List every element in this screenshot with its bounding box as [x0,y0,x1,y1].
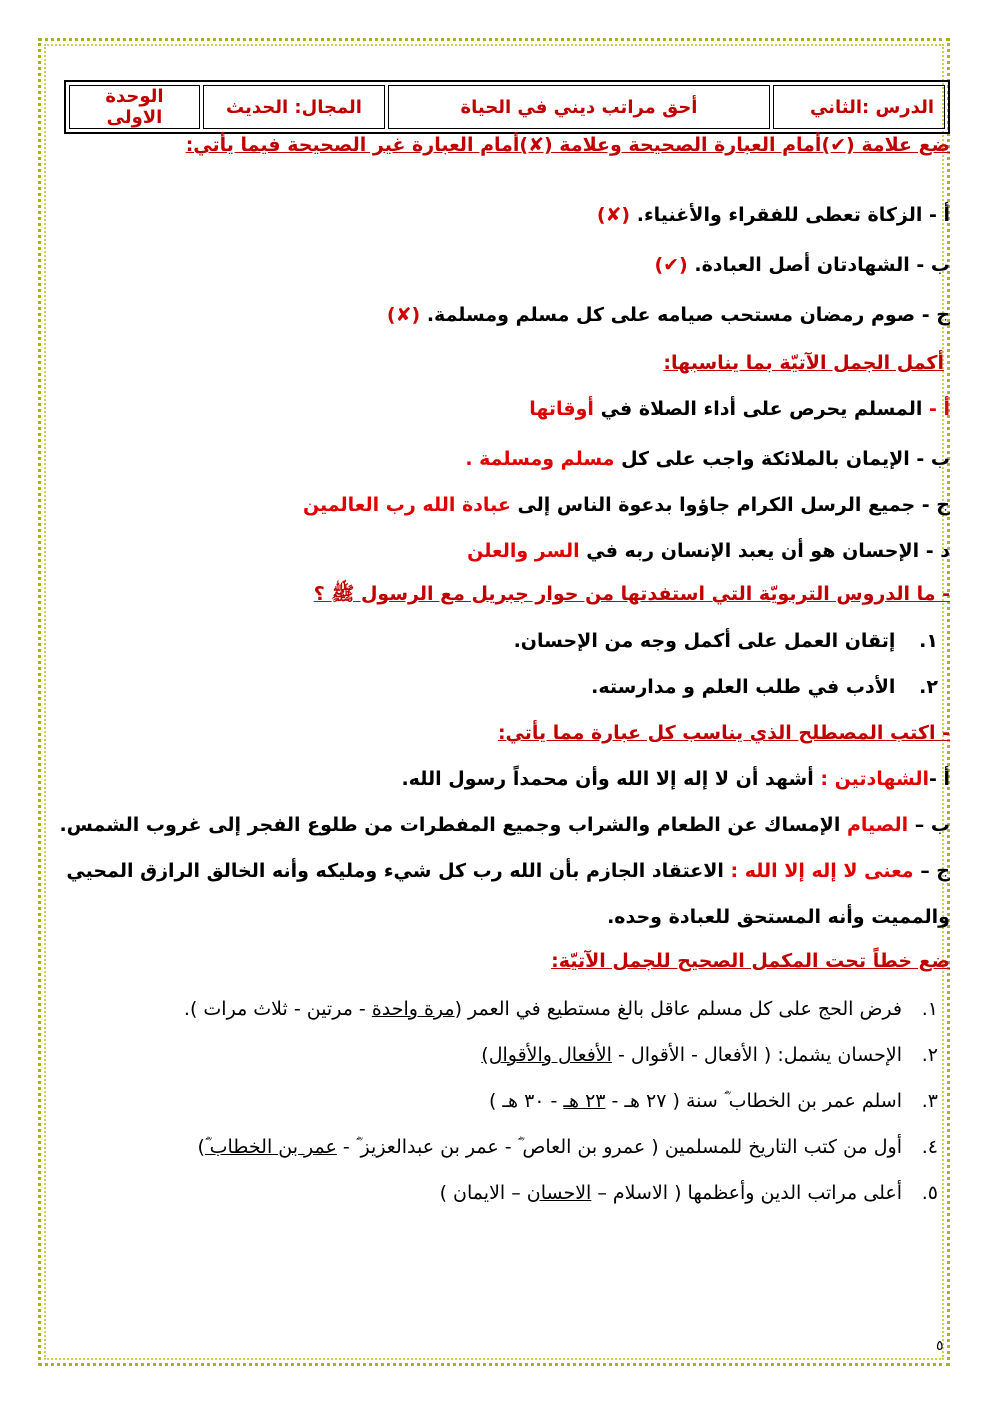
q1-item-prefix: ب - [916,254,950,276]
q4-item-term: الشهادتين : [820,768,929,790]
q5-item-3 [62,1090,938,1112]
q2-item-d [62,540,950,562]
field-cell: المجال: الحديث [203,85,385,129]
q1-item-prefix: ج - [921,304,950,326]
q4-item-term: معنى لا إله إلا الله : [730,860,914,882]
q3-item-text: إتقان العمل على أكمل وجه من الإحسان. [513,630,896,652]
q5-item-stem: فرض الحج على كل مسلم عاقل بالغ مستطيع في العمر ( [454,998,902,1020]
correct-mark: (✔) [654,254,688,276]
q2-item-text: جميع الرسل الكرام جاؤوا بدعوة الناس إلى [517,494,916,516]
q4-item-prefix: ج – [920,860,950,882]
page-border-inner [44,44,944,1360]
q1-item-a [62,204,950,226]
q3-title: - ما الدروس التربويّة التي استفدتها من حوار جبريل مع الرسول ﷺ ؟ [313,583,950,605]
q3-item-number: ٢. [919,676,938,698]
header-table [64,80,950,134]
q5-correct-option: مرة واحدة [371,998,455,1020]
q5-item-rest: ) [197,1136,205,1158]
unit-cell: الوحدة الاولى [69,85,200,129]
q4-title: - اكتب المصطلح الذي يناسب كل عبارة مما يأتي: [497,722,950,744]
q1-item-b [62,254,950,276]
q4-item-term: الصيام [846,814,909,836]
q5-item-rest: - ٣٠ هـ ) [488,1090,564,1112]
wrong-mark: (✘) [596,204,631,226]
worksheet-page [59,80,950,1204]
q5-item-1 [62,998,938,1020]
q2-item-prefix: ج - [921,494,950,516]
q4-item-prefix: ب – [914,814,950,836]
q5-correct-option: الاحسان [526,1182,592,1204]
q1-item-text: الزكاة تعطى للفقراء والأغنياء. [636,204,923,226]
q5-item-stem: أعلى مراتب الدين وأعظمها ( الاسلام – [591,1182,902,1204]
q2-item-a [62,398,950,420]
lesson-cell: الدرس :الثاني [773,85,945,129]
q5-item-number: ٤. [921,1136,938,1158]
q2-item-text: الإحسان هو أن يعبد الإنسان ربه في [586,540,920,562]
q2-item-answer: السر والعلن [467,540,580,562]
title-cell: أحق مراتب ديني في الحياة [388,85,770,129]
q4-item-text: الاعتقاد الجازم بأن الله رب كل شيء ومليكه وأنه الخالق الرازق المحيي [66,860,724,882]
q2-item-answer: عبادة الله رب العالمين [302,494,511,516]
page-number: ٥ [936,1338,944,1354]
q4-item-c [62,860,950,882]
q2-item-answer: أوقاتها [529,398,594,420]
q5-item-rest: – الايمان ) [439,1182,527,1204]
q5-item-stem: أول من كتب التاريخ للمسلمين ( عمرو بن العاص ؓ - عمر بن عبدالعزيز ؓ - [336,1136,902,1158]
q3-item-1 [62,630,938,652]
q2-title: أكمل الجمل الآتيّة بما يناسبها: [663,352,944,374]
q3-item-text: الأدب في طلب العلم و مدارسته. [591,676,896,698]
q5-correct-option: ٢٣ هـ [563,1090,606,1112]
q5-item-stem: اسلم عمر بن الخطاب ؓ سنة ( ٢٧ هـ - [605,1090,902,1112]
q5-item-4 [62,1136,938,1158]
q1-item-text: الشهادتان أصل العبادة. [694,254,910,276]
q2-item-text: المسلم يحرص على أداء الصلاة في [600,398,923,420]
q5-item-number: ٢. [921,1044,938,1066]
q2-item-prefix: أ - [928,398,950,420]
q5-item-stem: الإحسان يشمل: ( الأفعال - الأقوال - [611,1044,902,1066]
wrong-mark: (✘) [386,304,421,326]
q2-item-answer: مسلم ومسلمة . [465,448,615,470]
q4-item-prefix: أ - [928,768,950,790]
q3-item-2 [62,676,938,698]
q1-item-prefix: أ - [928,204,950,226]
q5-correct-option: الأفعال والأقوال) [481,1044,612,1066]
q2-item-text: الإيمان بالملائكة واجب على كل [621,448,910,470]
q5-item-5 [62,1182,938,1204]
q5-correct-option: عمر بن الخطاب ؓ [204,1136,337,1158]
q4-item-c-continued: والمميت وأنه المستحق للعبادة وحده. [607,906,950,928]
q5-item-2 [62,1044,938,1066]
q2-item-prefix: د - [925,540,950,562]
q5-item-number: ٥. [921,1182,938,1204]
q5-item-number: ١. [921,998,938,1020]
q5-item-number: ٣. [921,1090,938,1112]
q5-title: ضع خطاً تحت المكمل الصحيح للجمل الآتيّة: [551,950,950,972]
q4-item-a [62,768,950,790]
q2-item-prefix: ب - [916,448,950,470]
q4-item-b [59,814,950,836]
q2-item-c [62,494,950,516]
q5-item-rest: - مرتين - ثلاث مرات ). [183,998,372,1020]
q2-item-b [62,448,950,470]
q1-item-text: صوم رمضان مستحب صيامه على كل مسلم ومسلمة. [426,304,916,326]
q4-item-text: أشهد أن لا إله إلا الله وأن محمداً رسول الله. [401,768,814,790]
q1-title: ضع علامة (✔)أمام العبارة الصحيحة وعلامة (✘)أمام العبارة غير الصحيحة فيما يأتي: [185,134,950,156]
q3-item-number: ١. [919,630,938,652]
q1-item-c [62,304,950,326]
q4-item-text: الإمساك عن الطعام والشراب وجميع المفطرات من طلوع الفجر إلى غروب الشمس. [59,814,841,836]
